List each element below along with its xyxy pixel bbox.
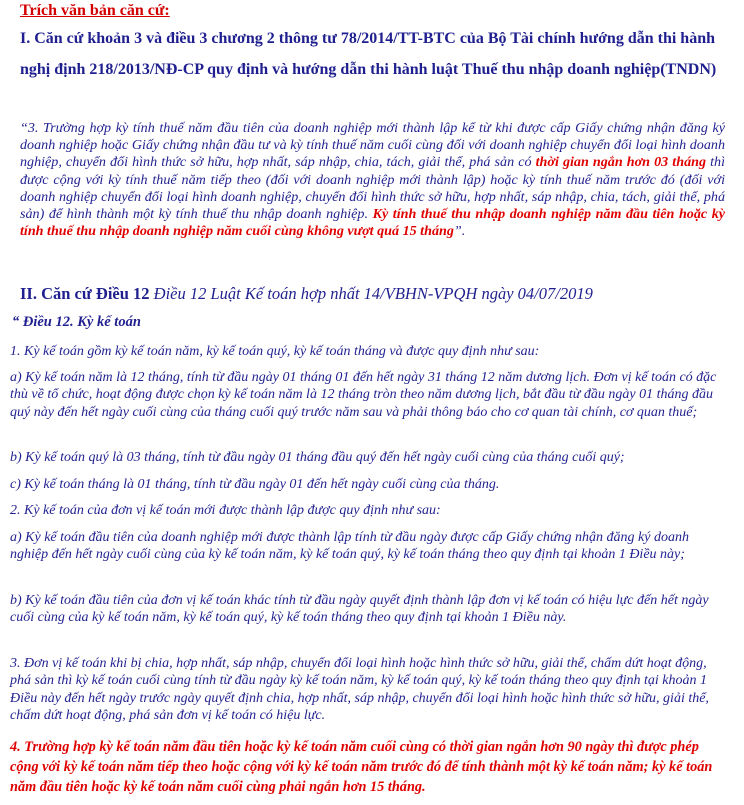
clause-2: 2. Kỳ kế toán của đơn vị kế toán mới được thành lập được quy định như sau: [10,503,441,518]
clause-3: 3. Đơn vị kế toán khi bị chia, hợp nhất, sáp nhập, chuyển đổi loại hình hoặc hình thức sở hữu, giải thể, chấm dứt hoạt động, phá sản thì kỳ kế toán cuối cùng tính từ đầu ngày kỳ kế toán năm, kỳ kế toán quý, kỳ kế toán tháng theo quy định tại khoản 1 Điều này đến hết ngày trước ngày quyết định chia, hợp nhất, sáp nhập, chuyển đổi loại hình hoặc hình thức sở hữu, giải thể, chấm dứt hoạt động, phá sản đơn vị kế toán có hiệu lực. [10,656,709,724]
clause-2b: b) Kỳ kế toán đầu tiên của đơn vị kế toán khác tính từ đầu ngày quyết định thành lập đơn vị kế toán có hiệu lực đến hết ngày cuối cùng của kỳ kế toán năm, kỳ kế toán quý, kỳ kế toán tháng theo quy định tại khoản 1 Điều này. [10,593,709,626]
document-heading: Trích văn bản căn cứ: [20,2,170,19]
quote-highlight-2: Kỳ tính thuế thu nhập doanh nghiệp năm đầu tiên hoặc kỳ tính thuế thu nhập doanh nghiệp năm cuối cùng không vượt quá 15 tháng [20,206,725,240]
clause-4-highlight: 4. Trường hợp kỳ kế toán năm đầu tiên hoặc kỳ kế toán năm cuối cùng có thời gian ngắn hơn 90 ngày thì được phép cộng với kỳ kế toán năm tiếp theo hoặc cộng với kỳ kế toán năm trước đó để tính thành một kỳ kế toán năm; kỳ kế toán năm đầu tiên hoặc kỳ kế toán năm cuối cùng phải ngắn hơn 15 tháng. [10,739,713,795]
quote-highlight-1: thời gian ngắn hơn 03 tháng [535,154,706,171]
quote-end: ”. [453,223,466,240]
clause-1b: b) Kỳ kế toán quý là 03 tháng, tính từ đầu ngày 01 tháng đầu quý đến hết ngày cuối cùng của tháng cuối quý; [10,450,625,465]
section-1-quote [20,120,725,240]
clause-1: 1. Kỳ kế toán gồm kỳ kế toán năm, kỳ kế toán quý, kỳ kế toán tháng và được quy định như sau: [10,344,540,359]
quote-text-2: thì được cộng với kỳ tính thuế năm tiếp theo (đối với doanh nghiệp mới thành lập) hoặc kỳ tính thuế năm trước đó (đối với doanh nghiệp chuyển đổi loại hình doanh nghiệp, chuyển đổi hình thức sở hữu, hợp nhất, sáp nhập, chia, tách, giải thể, phá sản) để hình thành một kỳ tính thuế thu nhập doanh nghiệp. [20,154,725,223]
section-1-title: I. Căn cứ khoản 3 và điều 3 chương 2 thông tư 78/2014/TT-BTC của Bộ Tài chính hướng dẫn thi hành nghị định 218/2013/NĐ-CP quy định và hướng dẫn thi hành luật Thuế thu nhập doanh nghiệp(TNDN) [20,30,717,78]
clause-1a: a) Kỳ kế toán năm là 12 tháng, tính từ đầu ngày 01 tháng 01 đến hết ngày 31 tháng 12 năm dương lịch. Đơn vị kế toán có đặc thù về tổ chức, hoạt động được chọn kỳ kế toán năm là 12 tháng tròn theo năm dương lịch, bắt đầu từ đầu ngày 01 tháng đầu quý này đến hết ngày cuối cùng của tháng cuối quý trước năm sau và phải thông báo cho cơ quan tài chính, cơ quan thuế; [10,370,717,420]
clause-1c: c) Kỳ kế toán tháng là 01 tháng, tính từ đầu ngày 01 đến hết ngày cuối cùng của tháng. [10,477,500,492]
quote-text-1: “3. Trường hợp kỳ tính thuế năm đầu tiên của doanh nghiệp mới thành lập kể từ khi được cấp Giấy chứng nhận đăng ký doanh nghiệp hoặc Giấy chứng nhận đầu tư và kỳ tính thuế năm cuối cùng đối với doanh nghiệp chuyển đổi loại hình doanh nghiệp, chuyển đổi hình thức sở hữu, hợp nhất, sáp nhập, chia, tách, giải thể, phá sản có [20,120,725,171]
section-2-title-bold: II. Căn cứ Điều 12 [20,284,154,303]
section-2-title-italic: Điều 12 Luật Kế toán hợp nhất 14/VBHN-VPQH ngày 04/07/2019 [153,284,593,303]
article-title: “ Điều 12. Kỳ kế toán [12,314,141,330]
section-2-title [20,284,593,304]
clause-2a: a) Kỳ kế toán đầu tiên của doanh nghiệp mới được thành lập tính từ đầu ngày được cấp Giấy chứng nhận đăng ký doanh nghiệp đến hết ngày cuối cùng của kỳ kế toán năm, kỳ kế toán quý, kỳ kế toán tháng theo quy định tại khoản 1 Điều này; [10,530,689,563]
